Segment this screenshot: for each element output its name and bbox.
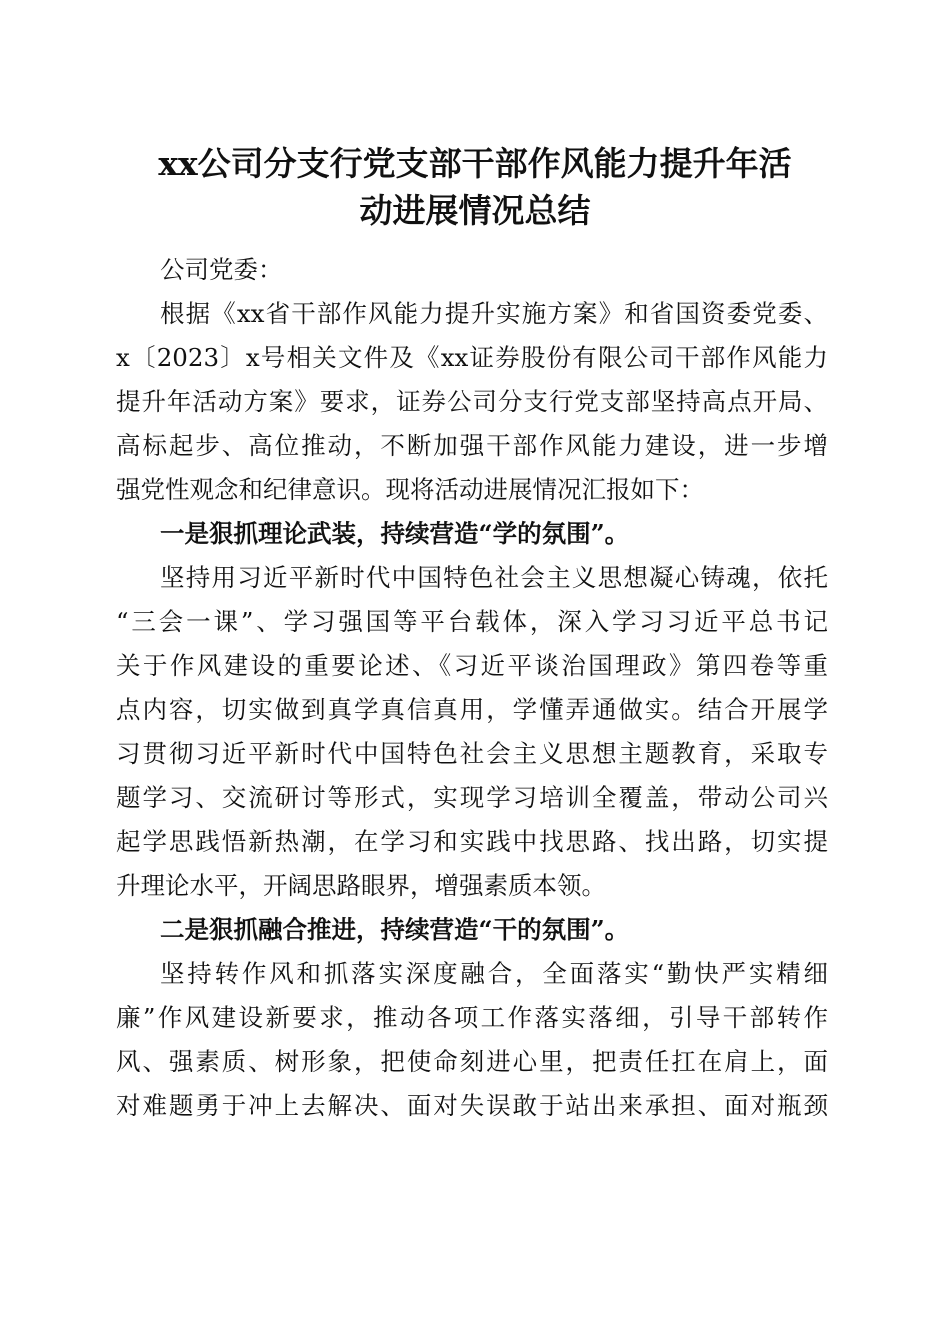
document-title: [100, 140, 850, 234]
paragraph-line: 坚持转作风和抓落实深度融合，全面落实“勤快严实精细: [160, 959, 828, 988]
paragraph-line: 习贯彻习近平新时代中国特色社会主义思想主题教育，采取专: [116, 739, 828, 768]
title-line-1: xx公司分支行党支部干部作风能力提升年活: [158, 144, 792, 183]
paragraph-line: 坚持用习近平新时代中国特色社会主义思想凝心铸魂，依托: [160, 563, 828, 592]
paragraph-line: 起学思践悟新热潮，在学习和实践中找思路、找出路，切实提: [116, 827, 828, 856]
paragraph-line: 提升年活动方案》要求，证券公司分支行党支部坚持高点开局、: [116, 387, 828, 416]
paragraph-line: 题学习、交流研讨等形式，实现学习培训全覆盖，带动公司兴: [116, 783, 828, 812]
title-line-2: 动进展情况总结: [359, 191, 591, 230]
section-heading-2: 二是狠抓融合推进，持续营造“干的氛围”。: [160, 915, 630, 944]
salutation: 公司党委：: [160, 255, 283, 284]
paragraph-line: 强党性观念和纪律意识。现将活动进展情况汇报如下：: [116, 475, 704, 504]
paragraph-line: 高标起步、高位推动，不断加强干部作风能力建设，进一步增: [116, 431, 828, 460]
paragraph-line: 点内容，切实做到真学真信真用，学懂弄通做实。结合开展学: [116, 695, 828, 724]
paragraph-line: 关于作风建设的重要论述、《习近平谈治国理政》第四卷等重: [116, 651, 828, 680]
paragraph-line: 升理论水平，开阔思路眼界，增强素质本领。: [116, 871, 606, 900]
paragraph-line: 廉”作风建设新要求，推动各项工作落实落细，引导干部转作: [116, 1003, 828, 1032]
section-heading-1: 一是狠抓理论武装，持续营造“学的氛围”。: [160, 519, 630, 548]
document-body: [116, 248, 828, 1128]
paragraph-line: x〔2023〕x号相关文件及《xx证券股份有限公司干部作风能力: [116, 343, 828, 372]
paragraph-line: 根据《xx省干部作风能力提升实施方案》和省国资委党委、: [160, 299, 828, 328]
paragraph-line: 风、强素质、树形象，把使命刻进心里，把责任扛在肩上，面: [116, 1047, 828, 1076]
paragraph-line: “三会一课”、学习强国等平台载体，深入学习习近平总书记: [116, 607, 828, 636]
paragraph-line: 对难题勇于冲上去解决、面对失误敢于站出来承担、面对瓶颈: [116, 1091, 828, 1120]
